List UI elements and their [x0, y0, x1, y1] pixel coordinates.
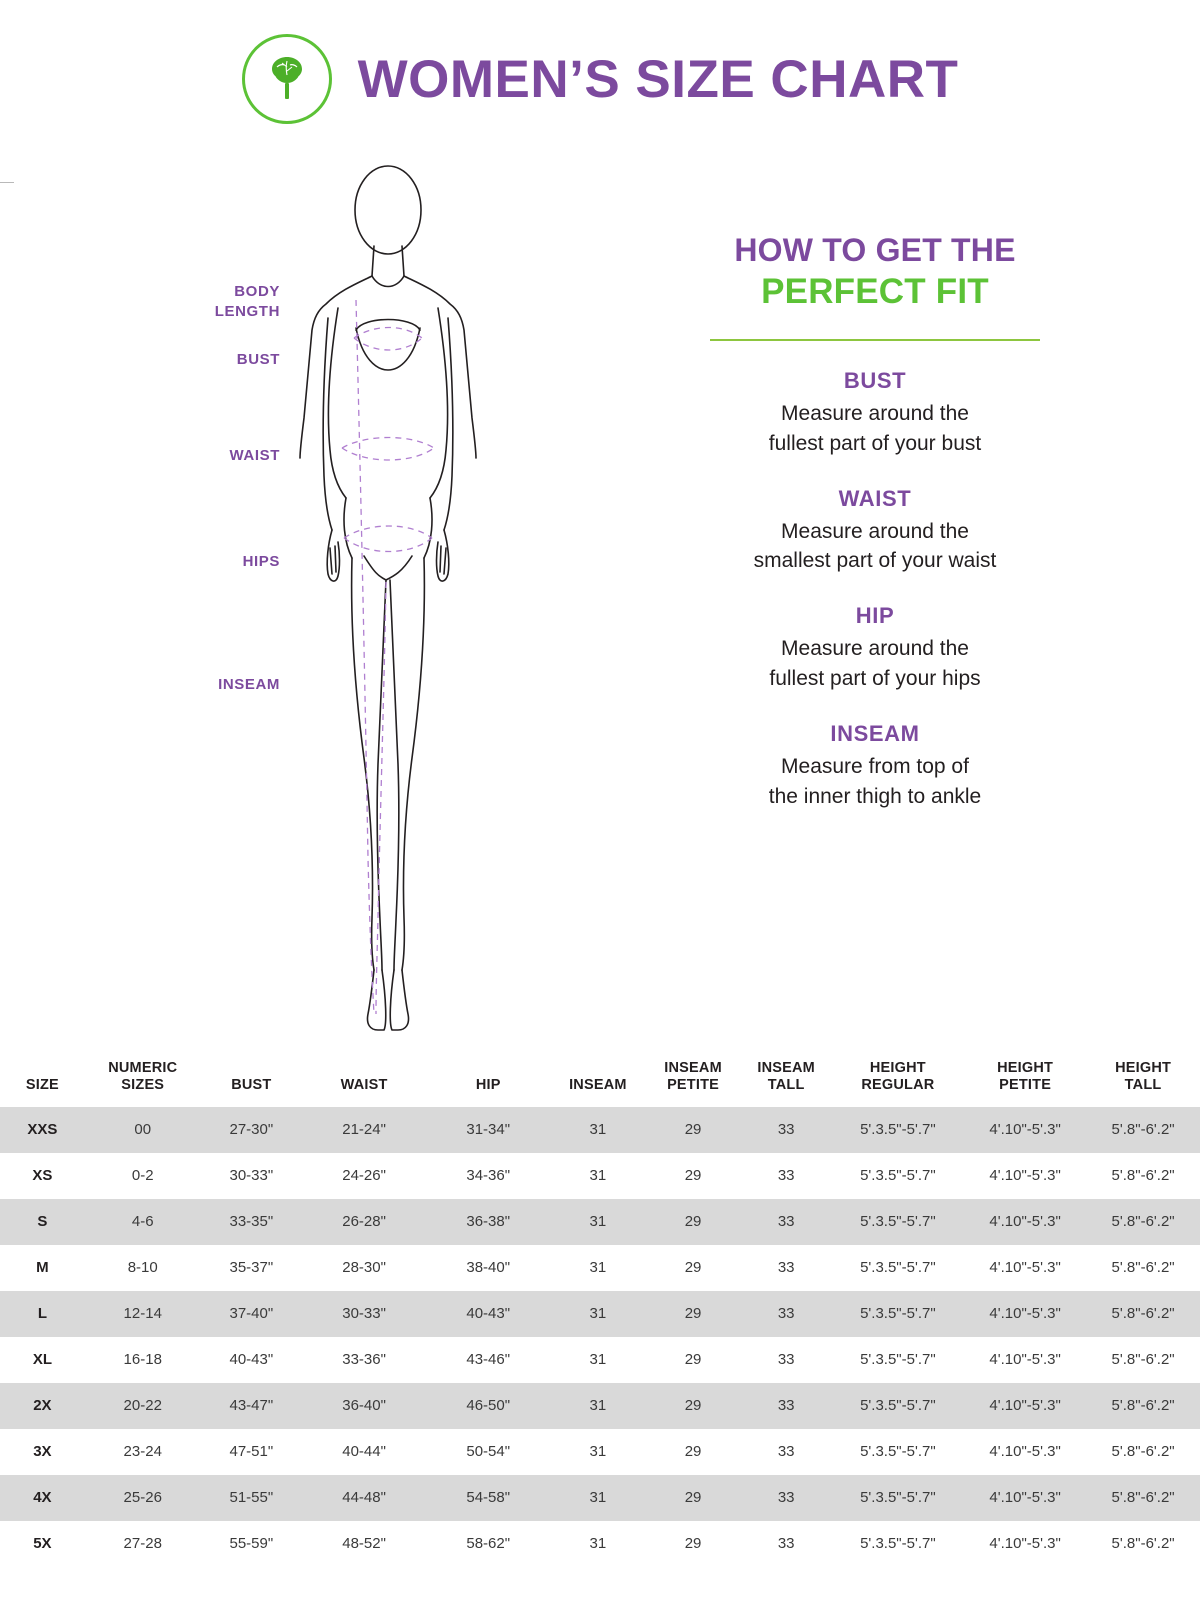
column-header-height-tall-line2: TALL: [1124, 1077, 1162, 1094]
cell-height-petite: 4'.10"-5'.3": [964, 1429, 1086, 1475]
column-header-height-petite-line1: HEIGHT: [997, 1060, 1054, 1076]
size-chart-table: [0, 1052, 1200, 1567]
measure-desc-inseam-line1: Measure from top of: [781, 754, 969, 778]
cell-numeric: 27-28: [85, 1521, 201, 1567]
cell-bust: 51-55": [201, 1475, 302, 1521]
cell-height-tall: 5'.8"-6'.2": [1086, 1475, 1200, 1521]
cell-size: XXS: [0, 1107, 85, 1153]
cell-inseam-tall: 33: [741, 1337, 832, 1383]
measure-desc-waist: [575, 517, 1175, 577]
cell-inseam-tall: 33: [741, 1521, 832, 1567]
column-header-hip: [426, 1052, 550, 1107]
cell-numeric: 4-6: [85, 1199, 201, 1245]
cell-size: L: [0, 1291, 85, 1337]
cell-inseam: 31: [550, 1153, 645, 1199]
cell-height-regular: 5'.3.5"-5'.7": [832, 1153, 964, 1199]
column-header-inseam-petite: [645, 1052, 740, 1107]
cell-hip: 58-62": [426, 1521, 550, 1567]
cell-inseam-petite: 29: [645, 1153, 740, 1199]
cell-inseam-petite: 29: [645, 1291, 740, 1337]
cell-inseam: 31: [550, 1107, 645, 1153]
tree-logo-icon: [242, 34, 332, 124]
cell-numeric: 23-24: [85, 1429, 201, 1475]
cell-size: 5X: [0, 1521, 85, 1567]
cell-height-regular: 5'.3.5"-5'.7": [832, 1383, 964, 1429]
cell-height-petite: 4'.10"-5'.3": [964, 1521, 1086, 1567]
column-header-waist-line1: WAIST: [340, 1077, 388, 1094]
cell-height-petite: 4'.10"-5'.3": [964, 1291, 1086, 1337]
cell-height-petite: 4'.10"-5'.3": [964, 1383, 1086, 1429]
cell-waist: 33-36": [302, 1337, 426, 1383]
cell-height-tall: 5'.8"-6'.2": [1086, 1199, 1200, 1245]
measure-desc-bust: [575, 399, 1175, 459]
cell-size: M: [0, 1245, 85, 1291]
cell-inseam-tall: 33: [741, 1429, 832, 1475]
figure-label-inseam: INSEAM: [218, 676, 280, 693]
cell-height-petite: 4'.10"-5'.3": [964, 1475, 1086, 1521]
cell-inseam: 31: [550, 1199, 645, 1245]
measure-term-inseam: INSEAM: [830, 720, 920, 746]
measure-desc-inseam: [575, 752, 1175, 812]
cell-inseam-tall: 33: [741, 1475, 832, 1521]
cell-inseam-petite: 29: [645, 1429, 740, 1475]
divider: [710, 339, 1040, 341]
cell-inseam: 31: [550, 1475, 645, 1521]
column-header-height-regular: [832, 1052, 964, 1107]
table-row: [0, 1199, 1200, 1245]
cell-waist: 26-28": [302, 1199, 426, 1245]
cell-waist: 36-40": [302, 1383, 426, 1429]
cell-inseam-tall: 33: [741, 1291, 832, 1337]
cell-hip: 50-54": [426, 1429, 550, 1475]
cell-size: 3X: [0, 1429, 85, 1475]
cell-waist: 21-24": [302, 1107, 426, 1153]
cell-numeric: 00: [85, 1107, 201, 1153]
measure-desc-hip-line1: Measure around the: [781, 637, 969, 661]
cell-numeric: 25-26: [85, 1475, 201, 1521]
cell-height-petite: 4'.10"-5'.3": [964, 1153, 1086, 1199]
column-header-inseam-petite-line1: INSEAM: [664, 1060, 722, 1076]
table-row: [0, 1245, 1200, 1291]
cell-height-tall: 5'.8"-6'.2": [1086, 1429, 1200, 1475]
column-header-hip-line1: HIP: [475, 1077, 501, 1094]
column-header-height-regular-line2: REGULAR: [861, 1077, 935, 1094]
cell-numeric: 20-22: [85, 1383, 201, 1429]
how-to-measure-panel: [575, 232, 1175, 812]
measure-desc-waist-line1: Measure around the: [781, 519, 969, 543]
info-heading-line1: HOW TO GET THE: [734, 232, 1016, 268]
cell-hip: 38-40": [426, 1245, 550, 1291]
cell-height-tall: 5'.8"-6'.2": [1086, 1153, 1200, 1199]
cell-size: XL: [0, 1337, 85, 1383]
cell-height-petite: 4'.10"-5'.3": [964, 1337, 1086, 1383]
cell-bust: 55-59": [201, 1521, 302, 1567]
cell-waist: 40-44": [302, 1429, 426, 1475]
cell-inseam-tall: 33: [741, 1245, 832, 1291]
column-header-height-petite-line2: PETITE: [999, 1077, 1052, 1094]
measure-desc-inseam-line2: the inner thigh to ankle: [768, 784, 982, 808]
cell-height-regular: 5'.3.5"-5'.7": [832, 1199, 964, 1245]
cell-height-petite: 4'.10"-5'.3": [964, 1245, 1086, 1291]
figure-label-body-length-line1: BODY: [234, 283, 280, 300]
measure-desc-hip: [575, 634, 1175, 694]
cell-inseam: 31: [550, 1291, 645, 1337]
figure-illustration-area: [0, 150, 570, 1050]
figure-label-bust: BUST: [236, 351, 280, 368]
cell-bust: 43-47": [201, 1383, 302, 1429]
cell-waist: 44-48": [302, 1475, 426, 1521]
cell-bust: 35-37": [201, 1245, 302, 1291]
measure-term-hip: HIP: [855, 603, 895, 629]
cell-numeric: 8-10: [85, 1245, 201, 1291]
female-body-outline-icon: [268, 158, 508, 1048]
cell-bust: 30-33": [201, 1153, 302, 1199]
column-header-numeric-sizes-line2: SIZES: [121, 1077, 165, 1094]
column-header-bust: [201, 1052, 302, 1107]
cell-inseam-petite: 29: [645, 1337, 740, 1383]
cell-inseam-tall: 33: [741, 1383, 832, 1429]
cell-hip: 31-34": [426, 1107, 550, 1153]
cell-numeric: 16-18: [85, 1337, 201, 1383]
cell-waist: 24-26": [302, 1153, 426, 1199]
size-chart-table-wrapper: [0, 1052, 1200, 1567]
figure-label-hips: HIPS: [242, 553, 280, 570]
figure-label-body-length: [160, 282, 280, 323]
table-row: [0, 1291, 1200, 1337]
cell-hip: 40-43": [426, 1291, 550, 1337]
column-header-bust-line1: BUST: [231, 1077, 272, 1094]
cell-waist: 30-33": [302, 1291, 426, 1337]
cell-inseam: 31: [550, 1245, 645, 1291]
cell-numeric: 12-14: [85, 1291, 201, 1337]
measure-desc-bust-line1: Measure around the: [781, 402, 969, 425]
cell-inseam-tall: 33: [741, 1199, 832, 1245]
cell-inseam: 31: [550, 1521, 645, 1567]
column-header-inseam-tall-line1: INSEAM: [757, 1060, 815, 1076]
table-row: [0, 1153, 1200, 1199]
cell-height-petite: 4'.10"-5'.3": [964, 1107, 1086, 1153]
cell-height-petite: 4'.10"-5'.3": [964, 1199, 1086, 1245]
cell-inseam: 31: [550, 1337, 645, 1383]
cell-bust: 37-40": [201, 1291, 302, 1337]
measure-term-waist: WAIST: [838, 485, 912, 511]
cell-height-tall: 5'.8"-6'.2": [1086, 1337, 1200, 1383]
cell-bust: 40-43": [201, 1337, 302, 1383]
page-header: [0, 0, 1200, 124]
measure-desc-waist-line2: smallest part of your waist: [753, 549, 997, 573]
measure-desc-bust-line2: fullest part of your bust: [768, 431, 982, 455]
column-header-size: [0, 1052, 85, 1107]
cell-bust: 33-35": [201, 1199, 302, 1245]
cell-height-regular: 5'.3.5"-5'.7": [832, 1337, 964, 1383]
info-heading-line2: PERFECT FIT: [761, 271, 989, 311]
column-header-size-line1: SIZE: [25, 1077, 59, 1094]
cell-height-tall: 5'.8"-6'.2": [1086, 1245, 1200, 1291]
cell-height-regular: 5'.3.5"-5'.7": [832, 1107, 964, 1153]
cell-height-regular: 5'.3.5"-5'.7": [832, 1475, 964, 1521]
cell-size: S: [0, 1199, 85, 1245]
column-header-numeric-sizes: [85, 1052, 201, 1107]
column-header-inseam: [550, 1052, 645, 1107]
measure-block-bust: [575, 368, 1175, 459]
column-header-inseam-line1: INSEAM: [569, 1077, 627, 1094]
cell-height-regular: 5'.3.5"-5'.7": [832, 1521, 964, 1567]
cell-size: 4X: [0, 1475, 85, 1521]
measure-desc-hip-line2: fullest part of your hips: [769, 667, 981, 691]
column-header-inseam-tall-line2: TALL: [767, 1077, 805, 1094]
cell-numeric: 0-2: [85, 1153, 201, 1199]
cell-hip: 36-38": [426, 1199, 550, 1245]
measure-term-bust: BUST: [843, 368, 907, 393]
cell-bust: 47-51": [201, 1429, 302, 1475]
cell-waist: 48-52": [302, 1521, 426, 1567]
cell-height-regular: 5'.3.5"-5'.7": [832, 1291, 964, 1337]
column-header-height-tall-line1: HEIGHT: [1115, 1060, 1172, 1076]
cell-inseam-petite: 29: [645, 1475, 740, 1521]
table-row: [0, 1475, 1200, 1521]
table-row: [0, 1107, 1200, 1153]
column-header-height-tall: [1086, 1052, 1200, 1107]
cell-size: XS: [0, 1153, 85, 1199]
cell-inseam-petite: 29: [645, 1199, 740, 1245]
column-header-waist: [302, 1052, 426, 1107]
column-header-numeric-sizes-line1: NUMERIC: [108, 1060, 178, 1076]
column-header-inseam-tall: [741, 1052, 832, 1107]
table-row: [0, 1337, 1200, 1383]
cell-inseam: 31: [550, 1429, 645, 1475]
cell-waist: 28-30": [302, 1245, 426, 1291]
cell-bust: 27-30": [201, 1107, 302, 1153]
cell-height-regular: 5'.3.5"-5'.7": [832, 1429, 964, 1475]
measure-block-hip: [575, 603, 1175, 694]
measure-block-waist: [575, 486, 1175, 577]
cell-hip: 43-46": [426, 1337, 550, 1383]
table-row: [0, 1383, 1200, 1429]
table-header-row: [0, 1052, 1200, 1107]
table-row: [0, 1429, 1200, 1475]
column-header-height-petite: [964, 1052, 1086, 1107]
cell-height-regular: 5'.3.5"-5'.7": [832, 1245, 964, 1291]
figure-label-body-length-line2: LENGTH: [214, 303, 280, 321]
measure-block-inseam: [575, 721, 1175, 812]
cell-height-tall: 5'.8"-6'.2": [1086, 1521, 1200, 1567]
page-title: WOMEN’S SIZE CHART: [357, 49, 959, 109]
cell-inseam-petite: 29: [645, 1383, 740, 1429]
table-body: [0, 1107, 1200, 1567]
cell-inseam-tall: 33: [741, 1107, 832, 1153]
cell-height-tall: 5'.8"-6'.2": [1086, 1107, 1200, 1153]
cell-hip: 34-36": [426, 1153, 550, 1199]
cell-inseam-petite: 29: [645, 1107, 740, 1153]
cell-inseam-tall: 33: [741, 1153, 832, 1199]
column-header-height-regular-line1: HEIGHT: [869, 1060, 926, 1076]
cell-inseam-petite: 29: [645, 1245, 740, 1291]
cell-hip: 46-50": [426, 1383, 550, 1429]
table-row: [0, 1521, 1200, 1567]
cell-size: 2X: [0, 1383, 85, 1429]
cell-height-tall: 5'.8"-6'.2": [1086, 1383, 1200, 1429]
cell-inseam-petite: 29: [645, 1521, 740, 1567]
figure-label-waist: WAIST: [229, 447, 280, 464]
cell-height-tall: 5'.8"-6'.2": [1086, 1291, 1200, 1337]
column-header-inseam-petite-line2: PETITE: [667, 1077, 720, 1094]
cell-hip: 54-58": [426, 1475, 550, 1521]
cell-inseam: 31: [550, 1383, 645, 1429]
